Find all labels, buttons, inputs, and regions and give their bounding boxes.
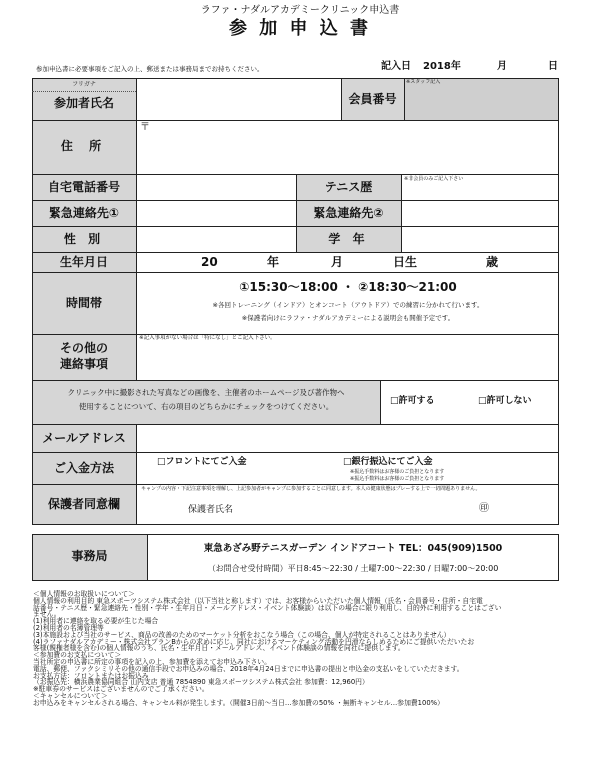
guardian-consent-label: 保護者同意欄 [47, 497, 120, 511]
address-field[interactable] [152, 121, 557, 173]
email-field[interactable] [137, 425, 557, 451]
privacy-item-4: (4)ラファナダルアカデミー・株式会社プランBからの求めに応じ、同社におけるマーケティング活動を円滑ならしめるためにご提供いただいたお [33, 637, 475, 646]
privacy-heading: ＜個人情報のお取扱いについて＞ [33, 590, 135, 598]
cancellation-line: お申込みをキャンセルされる場合、キャンセル料が発生します。（開催3日前～当日…参加費の50% ・無断キャンセル…参加費100%） [33, 698, 444, 707]
guardian-name-field[interactable] [240, 500, 470, 520]
address-label: 住 所 [60, 139, 108, 153]
date-label: 記入日 [381, 61, 411, 72]
birthdate-label: 生年月日 [59, 255, 108, 269]
emergency-contact-2-field[interactable] [402, 201, 557, 225]
other-notes-instruction: ※記入事項がない場合は「特になし」とご記入下さい。 [139, 335, 276, 341]
birth-month-label: 月 [331, 255, 344, 269]
notes-section [33, 591, 573, 707]
pay-by-bank-checkbox[interactable]: □銀行振込にてご入金 [343, 457, 433, 467]
privacy-item-3: (3)本施設および当社のサービス、商品の改善のためのマーケット分析をおこなう場合（この場合、個人が特定されることはありません） [33, 630, 451, 639]
office-label: 事務局 [71, 549, 108, 563]
emergency-contact-1-field[interactable] [137, 201, 295, 225]
member-number-field[interactable] [405, 88, 557, 119]
form-subtitle: ラファ・ナダルアカデミークリニック申込書 [200, 5, 400, 16]
birth-century: 20 [201, 255, 218, 269]
bank-transfer-line: （お振込先：横浜農業協同組合 山内支店 普通 7854890 東急スポーツシステム株式会社 参加費：12,960円） [33, 678, 369, 687]
cancellation-heading: ＜キャンセルについて＞ [33, 691, 108, 700]
guardian-name-label: 保護者氏名 [188, 505, 234, 515]
pay-at-front-checkbox[interactable]: □フロントにてご入金 [157, 457, 247, 467]
nonmember-note: ※非会員のみご記入下さい [404, 176, 464, 182]
payment-method-label: ご入金方法 [53, 461, 114, 475]
office-name-phone: 東急あざみ野テニスガーデン インドアコート TEL：045(909)1500 [203, 543, 503, 554]
privacy-line: 個人情報の利用目的 東急スポーツシステム株式会社（以下当社と称します）では、お客様からいただいた個人情報（氏名・会員番号・住所・自宅電 [33, 596, 483, 605]
furigana-field[interactable] [137, 79, 340, 91]
instruction-text: 参加申込書に必要事項をご記入の上、郵送または事務局までお持ちください。 [36, 65, 264, 73]
staff-note: ※スタッフ記入 [406, 79, 441, 85]
other-notes-label-line-2: 連絡事項 [59, 357, 108, 371]
age-label: 歳 [486, 255, 499, 269]
seal-mark: ㊞ [479, 503, 489, 514]
guardian-consent-note: キャンプの内容・下記注意事項を理解し、上記参加者がキャンプに参加することに同意します。本人の健康状態はプレーする上で一切問題ありません。 [141, 486, 481, 492]
other-notes-field[interactable] [137, 344, 557, 379]
member-number-label: 会員番号 [348, 92, 397, 106]
photo-consent-question-1: クリニック中に撮影された写真などの画像を、主催者のホームページ及び著作物へ [67, 388, 345, 397]
grade-field[interactable] [402, 227, 557, 251]
participant-name-field[interactable] [137, 92, 340, 119]
tennis-experience-field[interactable] [402, 184, 557, 199]
payment-heading: ＜参加費のお支払について＞ [33, 651, 122, 660]
grade-label: 学 年 [328, 232, 369, 246]
date-month-label: 月 [497, 61, 507, 72]
photo-deny-checkbox[interactable]: □許可しない [478, 396, 532, 406]
time-slot-options[interactable]: ①15:30～18:00 ・ ②18:30～21:00 [239, 280, 457, 294]
bank-fee-note-1: ※振込手数料はお客様のご負担となります [350, 469, 445, 475]
tennis-experience-label: テニス歴 [324, 180, 373, 194]
payment-line: 電話、郵便、ファクシミリその他の通信手段でお申込みの場合、2018年4月24日までに申込書の提出と申込金の支払いをしていただきます。 [33, 664, 464, 673]
email-label: メールアドレス [42, 431, 126, 445]
gender-field[interactable] [137, 227, 295, 251]
birth-day-label: 日生 [393, 255, 418, 269]
time-slot-label: 時間帯 [65, 296, 102, 310]
privacy-line: ません。 [33, 610, 61, 619]
privacy-item-1: (1)利用者に連絡を取る必要が生じた場合 [33, 617, 159, 626]
gender-label: 性 別 [63, 232, 105, 246]
time-slot-note-2: ※保護者向けにラファ・ナダルアカデミーによる説明会も開催予定です。 [241, 314, 455, 322]
privacy-item-4-cont: 客様(親権者様を含む)の個人情報のうち、氏名・生年月日・メールアドレス、イベント体験談の情報を同社に提供します。 [33, 644, 405, 653]
payment-method-line: お支払方法：フロントまたはお振込み [33, 671, 149, 680]
bank-fee-note-2: ※振込手数料はお客様のご負担となります [350, 476, 445, 482]
photo-consent-question-2: 使用することについて、右の項目のどちらかにチェックをつけてください。 [78, 402, 334, 411]
other-notes-label-line-1: その他の [59, 341, 108, 355]
home-phone-field[interactable] [137, 175, 295, 199]
birth-year-label: 年 [267, 255, 280, 269]
date-year: 2018年 [423, 61, 461, 72]
emergency-contact-1-label: 緊急連絡先① [48, 206, 120, 220]
date-day-label: 日 [548, 61, 558, 72]
participant-name-label: 参加者氏名 [53, 96, 114, 110]
time-slot-note-1: ※各回トレーニング（インドア）とオンコート（アウトドア）での練習に分かれて行います。 [212, 301, 484, 309]
emergency-contact-2-label: 緊急連絡先② [313, 206, 384, 220]
furigana-label: フリガナ [72, 81, 96, 88]
form-title: 参 加 申 込 書 [228, 18, 372, 39]
office-hours: （お問合せ受付時間）平日8:45～22:30 / 土曜7:00～22:30 / 日曜7:00～20:00 [207, 564, 499, 573]
birthdate-field[interactable] [137, 253, 557, 271]
home-phone-label: 自宅電話番号 [47, 180, 120, 194]
postal-mark: 〒 [140, 122, 150, 133]
parking-note: ※駐車券のサービスはございませんのでご了承ください。 [33, 685, 209, 694]
photo-permit-checkbox[interactable]: □許可する [390, 396, 435, 406]
payment-line: 当社所定の申込書に所定の事項を記入の上、参加費を添えてお申込み下さい。 [33, 657, 271, 666]
privacy-line: 話番号・テニス歴・緊急連絡先・性別・学年・生年月日・メールアドレス・イベント体験談）は以下の場合に限り利用し、目的外に利用することはござい [33, 603, 502, 612]
privacy-item-2: (2)利用者の名簿管理等 [33, 623, 104, 632]
